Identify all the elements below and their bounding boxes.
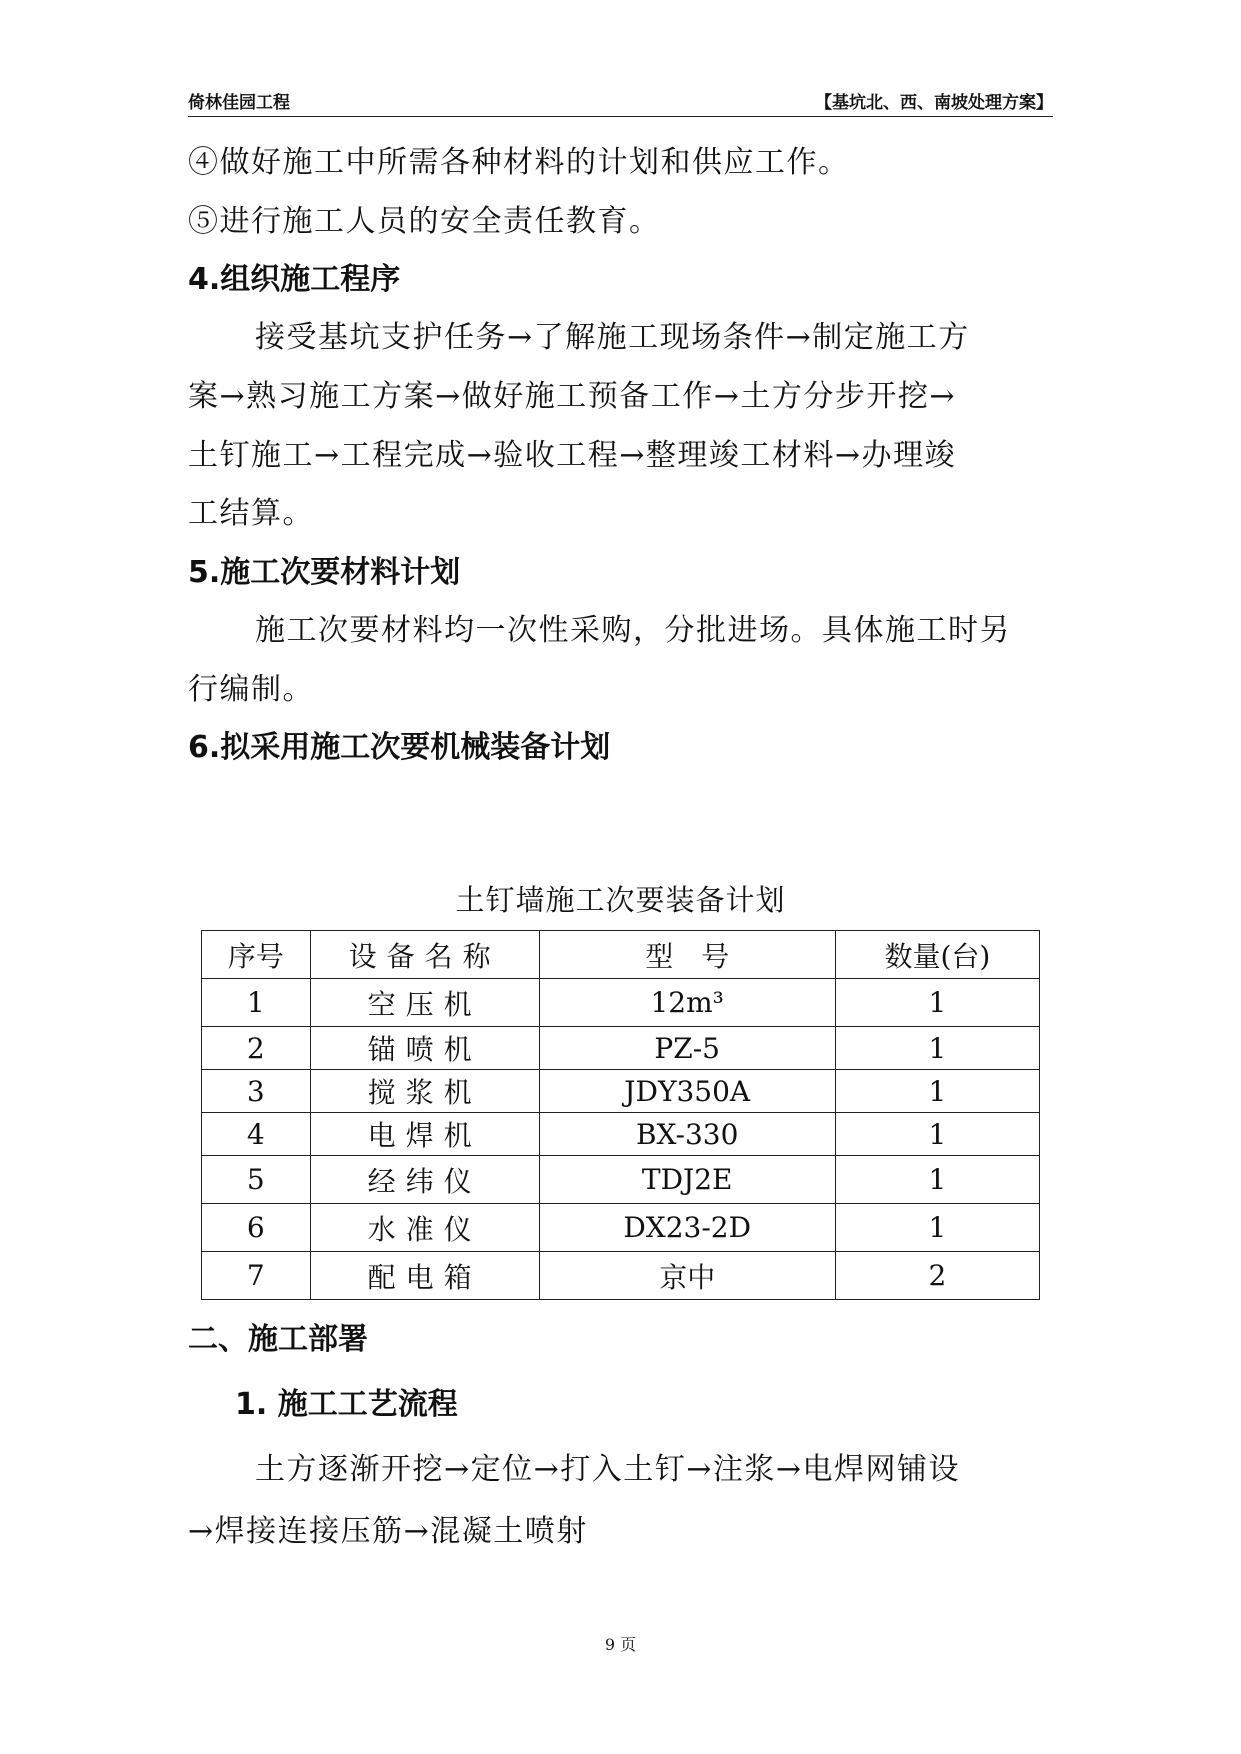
paragraph-line: 行编制。 bbox=[188, 672, 314, 707]
paragraph-line: 案→熟习施工方案→做好施工预备工作→土方分步开挖→ bbox=[188, 379, 957, 414]
table-cell: 水准仪 bbox=[310, 1204, 539, 1252]
column-header: 型 号 bbox=[539, 931, 835, 979]
table-row bbox=[202, 1156, 1040, 1204]
part-2-heading: 二、施工部署 bbox=[188, 1322, 368, 1357]
section-6-heading: 6.拟采用施工次要机械装备计划 bbox=[188, 730, 611, 765]
table-cell: 6 bbox=[202, 1204, 311, 1252]
column-header: 序号 bbox=[202, 931, 311, 979]
paragraph-line: 土方逐渐开挖→定位→打入土钉→注浆→电焊网铺设 bbox=[255, 1452, 961, 1487]
paragraph-line: 工结算。 bbox=[188, 496, 314, 531]
table-cell: 1 bbox=[835, 1070, 1039, 1113]
list-item-4: ④做好施工中所需各种材料的计划和供应工作。 bbox=[188, 145, 850, 180]
table-cell: 京中 bbox=[539, 1252, 835, 1300]
table-cell: 5 bbox=[202, 1156, 311, 1204]
page-header bbox=[188, 88, 1053, 116]
table-cell: 经纬仪 bbox=[310, 1156, 539, 1204]
table-cell: BX-330 bbox=[539, 1113, 835, 1156]
table-cell: 配电箱 bbox=[310, 1252, 539, 1300]
column-header: 数量(台) bbox=[835, 931, 1039, 979]
table-row bbox=[202, 1027, 1040, 1070]
table-cell: 7 bbox=[202, 1252, 311, 1300]
paragraph-line: 土钉施工→工程完成→验收工程→整理竣工材料→办理竣 bbox=[188, 438, 957, 473]
table-cell: PZ-5 bbox=[539, 1027, 835, 1070]
table-cell: 锚喷机 bbox=[310, 1027, 539, 1070]
table-cell: 搅浆机 bbox=[310, 1070, 539, 1113]
page-number: 9 页 bbox=[604, 1635, 637, 1654]
table-cell: JDY350A bbox=[539, 1070, 835, 1113]
table-row bbox=[202, 1070, 1040, 1113]
table-cell: DX23-2D bbox=[539, 1204, 835, 1252]
list-item-5: ⑤进行施工人员的安全责任教育。 bbox=[188, 204, 661, 239]
table-row bbox=[202, 1113, 1040, 1156]
paragraph-line: →焊接连接压筋→混凝土喷射 bbox=[188, 1514, 588, 1549]
table-row bbox=[202, 979, 1040, 1027]
table-caption: 土钉墙施工次要装备计划 bbox=[455, 883, 786, 917]
equipment-table bbox=[201, 930, 1040, 1300]
table-cell: 1 bbox=[835, 1204, 1039, 1252]
section-5-heading: 5.施工次要材料计划 bbox=[188, 555, 461, 590]
table-cell: 3 bbox=[202, 1070, 311, 1113]
table-cell: 电焊机 bbox=[310, 1113, 539, 1156]
table-row bbox=[202, 1252, 1040, 1300]
table-cell: TDJ2E bbox=[539, 1156, 835, 1204]
table-cell: 2 bbox=[202, 1027, 311, 1070]
table-header-row bbox=[202, 931, 1040, 979]
subsection-1-heading: 1. 施工工艺流程 bbox=[235, 1387, 458, 1422]
table-cell: 1 bbox=[835, 1113, 1039, 1156]
table-row bbox=[202, 1204, 1040, 1252]
column-header: 设备名称 bbox=[310, 931, 539, 979]
table-cell: 1 bbox=[835, 1027, 1039, 1070]
table-cell: 12m³ bbox=[539, 979, 835, 1027]
table-cell: 1 bbox=[835, 979, 1039, 1027]
table-cell: 1 bbox=[835, 1156, 1039, 1204]
paragraph-line: 接受基坑支护任务→了解施工现场条件→制定施工方 bbox=[255, 320, 970, 355]
header-divider bbox=[188, 116, 1053, 117]
table-cell: 1 bbox=[202, 979, 311, 1027]
table-cell: 2 bbox=[835, 1252, 1039, 1300]
section-4-heading: 4.组织施工程序 bbox=[188, 262, 401, 297]
header-document-title: 【基坑北、西、南坡处理方案】 bbox=[815, 93, 1053, 113]
header-project-name: 倚林佳园工程 bbox=[188, 93, 290, 113]
paragraph-line: 施工次要材料均一次性采购，分批进场。具体施工时另 bbox=[255, 613, 1011, 648]
table-cell: 空压机 bbox=[310, 979, 539, 1027]
table-cell: 4 bbox=[202, 1113, 311, 1156]
